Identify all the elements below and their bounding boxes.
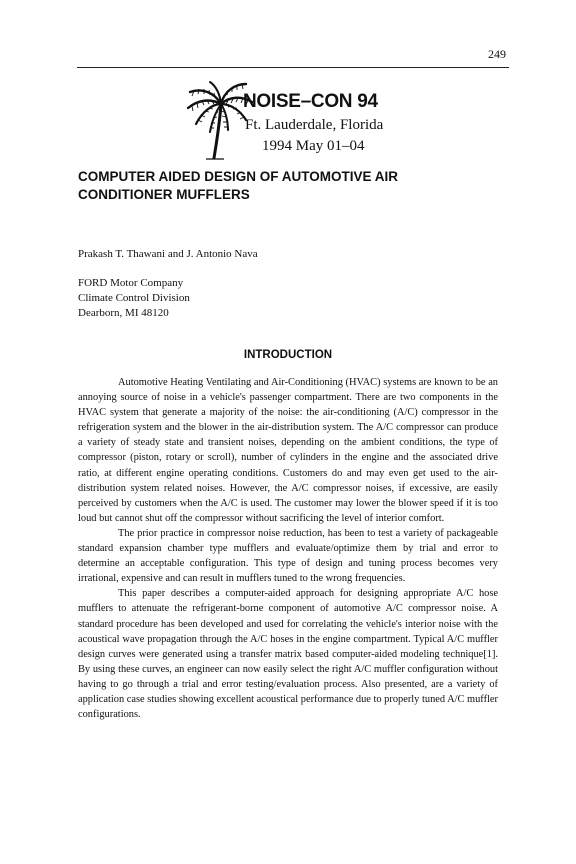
paper-title-line: COMPUTER AIDED DESIGN OF AUTOMOTIVE AIR <box>78 169 399 184</box>
conference-name: NOISE–CON 94 <box>243 91 378 112</box>
affiliation-line: FORD Motor Company <box>78 277 184 289</box>
author-affiliation <box>78 276 190 321</box>
section-heading-introduction: INTRODUCTION <box>243 349 333 361</box>
body-paragraph: This paper describes a computer-aided approach for designing appropriate A/C hose mufflers to attenuate the refrigerant-borne component of automotive A/C compressor noise. A standard procedure has been developed and used for correlating the vehicle's interior noise with the acoustical wave propagation through the A/C hoses in the engine compartment. Typical A/C muffler design curves were generated using a transfer matrix based computer-aided modeling technique[1]. By using these curves, an engineer can now easily select the right A/C muffler configuration without having to go through a trial and error testing/evaluation process. Also presented, are a variety of application case studies showing excellent acoustical performance due to properly tuned A/C muffler configurations. <box>78 588 498 721</box>
affiliation-line: Dearborn, MI 48120 <box>78 307 169 319</box>
paper-title <box>78 168 498 204</box>
page-number: 249 <box>488 47 506 61</box>
paper-title-line: CONDITIONER MUFFLERS <box>78 187 250 202</box>
paper-authors: Prakash T. Thawani and J. Antonio Nava <box>78 248 258 260</box>
body-paragraph: Automotive Heating Ventilating and Air-Conditioning (HVAC) systems are known to be an annoying source of noise in a vehicle's passenger compartment. There are two components in the HVAC system that generate a majority of the noise: the air-conditioning (A/C) compressor in the refrigeration system and the blower in the air-distribution system. The A/C compressor can produce a variety of steady state and transient noises, depending on the ambient conditions, the type of compressor (piston, rotary or scroll), number of cylinders in the engine and the associated drive ratio, at different engine operating conditions. Customers do and may even get used to the air-distribution system related noises. However, the A/C compressor noises, if excessive, are easily perceived by customers when the A/C is used. The customer may lower the blower speed if it is too loud but cannot shut off the compressor without sacrificing the level of interior comfort. <box>78 377 498 524</box>
header-rule <box>77 67 509 68</box>
introduction-body <box>78 375 498 722</box>
conference-dates: 1994 May 01–04 <box>262 138 365 154</box>
body-paragraph: The prior practice in compressor noise reduction, has been to test a variety of packageable standard expansion chamber type mufflers and evaluate/optimize them by trial and error to determine an acceptable configuration. This type of design and tuning process becomes very irrational, expensive and can result in mufflers tuned to the wrong frequencies. <box>78 527 498 585</box>
affiliation-line: Climate Control Division <box>78 292 190 304</box>
conference-location: Ft. Lauderdale, Florida <box>245 117 384 133</box>
